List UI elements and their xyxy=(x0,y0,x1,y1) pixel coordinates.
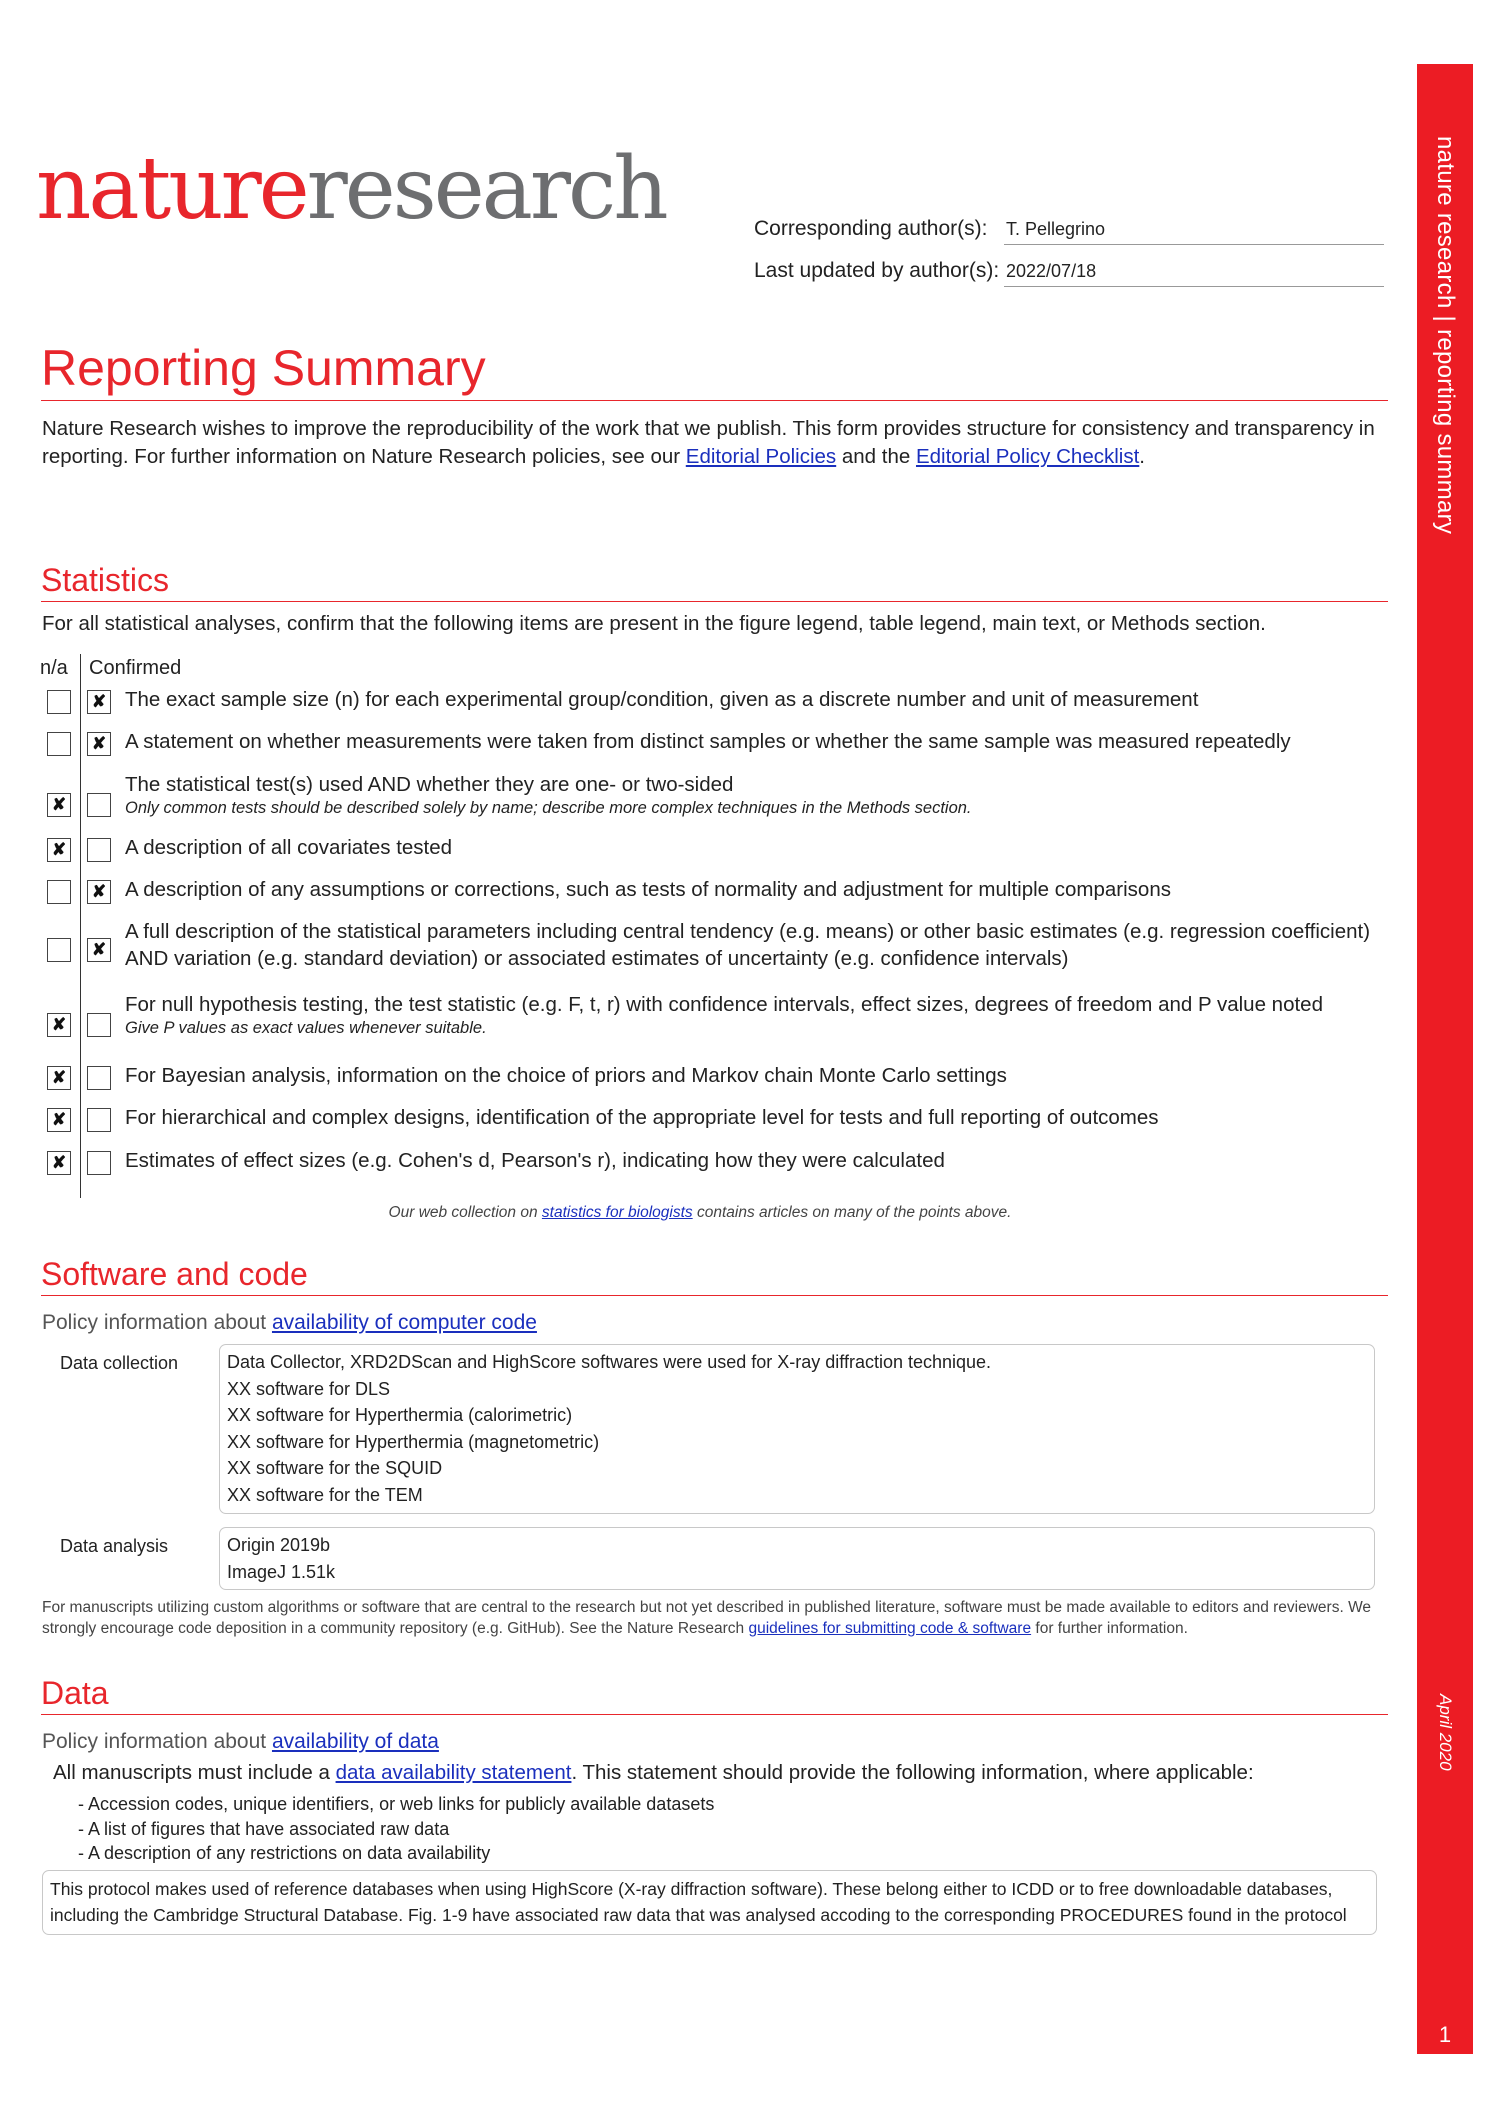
checklist-item xyxy=(125,1062,1395,1089)
confirmed-checkbox[interactable]: ✘ xyxy=(87,880,111,904)
data-statement-line xyxy=(53,1761,1254,1785)
na-checkbox[interactable]: ✘ xyxy=(47,1151,71,1175)
confirmed-checkbox[interactable]: ✘ xyxy=(87,938,111,962)
data-availability-field[interactable]: This protocol makes used of reference databases when using HighScore (X-ray diffraction software). These belong either to ICDD or to free downloadable databases, including the Cambridge Structural Database. Fig. 1-9 have associated raw data that was analysed accoding to the corresponding PROCEDURES found in the protocol xyxy=(42,1870,1377,1935)
column-divider xyxy=(80,654,81,1198)
statistics-intro: For all statistical analyses, confirm that the following items are present in the figure legend, table legend, main text, or Methods section. xyxy=(42,612,1266,635)
sidebar-title: nature research | reporting summary xyxy=(1432,136,1459,535)
page-title: Reporting Summary xyxy=(41,340,1388,401)
editorial-policies-link[interactable]: Editorial Policies xyxy=(685,445,837,468)
statement-text-post: . This statement should provide the following information, where applicable: xyxy=(571,1761,1254,1784)
last-updated-label: Last updated by author(s): xyxy=(754,259,1000,282)
analysis-line: ImageJ 1.51k xyxy=(227,1561,336,1582)
data-requirements-list xyxy=(78,1792,714,1866)
list-item: - A list of figures that have associated raw data xyxy=(78,1818,450,1839)
confirmed-checkbox[interactable]: ✘ xyxy=(87,732,111,756)
checklist-item xyxy=(125,834,1395,861)
checklist-item-text: For null hypothesis testing, the test statistic (e.g. F, t, r) with confidence intervals, effect sizes, degrees of freedom and P value noted xyxy=(125,993,1323,1016)
na-checkbox[interactable] xyxy=(47,880,71,904)
confirmed-checkbox[interactable] xyxy=(87,1108,111,1132)
software-policy-line xyxy=(42,1311,537,1335)
intro-text-2: and the xyxy=(836,445,916,468)
analysis-line: Origin 2019b xyxy=(227,1535,331,1555)
confirmed-checkbox[interactable] xyxy=(87,1013,111,1037)
corresponding-author-label: Corresponding author(s): xyxy=(754,217,988,240)
sidebar-band xyxy=(1417,64,1473,2054)
na-checkbox[interactable]: ✘ xyxy=(47,1013,71,1037)
checklist-item-text: For hierarchical and complex designs, identification of the appropriate level for tests and full reporting of outcomes xyxy=(125,1106,1159,1129)
data-collection-field[interactable] xyxy=(219,1344,1375,1514)
na-checkbox[interactable]: ✘ xyxy=(47,838,71,862)
page-number: 1 xyxy=(1438,2022,1452,2047)
checklist-item xyxy=(125,1104,1395,1131)
statistics-for-biologists-link[interactable]: statistics for biologists xyxy=(541,1204,693,1221)
confirmed-checkbox[interactable] xyxy=(87,793,111,817)
list-item: - Accession codes, unique identifiers, or web links for publicly available datasets xyxy=(78,1794,715,1814)
checklist-item-text: For Bayesian analysis, information on the choice of priors and Markov chain Monte Carlo settings xyxy=(125,1064,1007,1087)
checklist-item-note: Give P values as exact values whenever suitable. xyxy=(125,1019,487,1037)
list-item: - A description of any restrictions on data availability xyxy=(78,1843,491,1863)
confirmed-checkbox[interactable] xyxy=(87,1151,111,1175)
confirmed-checkbox[interactable] xyxy=(87,1066,111,1090)
na-checkbox[interactable]: ✘ xyxy=(47,1066,71,1090)
column-na-header: n/a xyxy=(40,657,68,679)
collection-line: Data Collector, XRD2DScan and HighScore softwares were used for X-ray diffraction technique. xyxy=(227,1352,992,1372)
software-note xyxy=(42,1597,1387,1639)
data-analysis-label: Data analysis xyxy=(60,1536,169,1556)
nature-research-logo xyxy=(36,139,666,239)
column-confirmed-header: Confirmed xyxy=(89,657,182,679)
collection-line: XX software for DLS xyxy=(227,1378,391,1399)
code-guidelines-link[interactable]: guidelines for submitting code & software xyxy=(748,1620,1032,1637)
intro-paragraph xyxy=(42,415,1387,471)
availability-of-data-link[interactable]: availability of data xyxy=(271,1730,439,1753)
logo-word-nature: nature xyxy=(36,139,307,239)
statistics-footnote xyxy=(0,1204,1400,1222)
collection-line: XX software for the TEM xyxy=(227,1484,423,1505)
checklist-item-text: A description of all covariates tested xyxy=(125,836,453,859)
na-checkbox[interactable] xyxy=(47,690,71,714)
checklist-item xyxy=(125,771,1395,818)
checklist-item-text: A full description of the statistical parameters including central tendency (e.g. means) or other basic estimates (e.g. regression coefficient) AND variation (e.g. standard deviation) or associated estimates of uncertainty (e.g. confidence intervals) xyxy=(125,920,1371,970)
checklist-item-text: The statistical test(s) used AND whether they are one- or two-sided xyxy=(125,773,734,796)
last-updated-field[interactable]: 2022/07/18 xyxy=(1004,261,1384,287)
checklist-item-text: A statement on whether measurements were taken from distinct samples or whether the same sample was measured repeatedly xyxy=(125,730,1291,753)
footnote-text-pre: Our web collection on xyxy=(388,1204,542,1221)
statement-text-pre: All manuscripts must include a xyxy=(53,1761,336,1784)
na-checkbox[interactable]: ✘ xyxy=(47,1108,71,1132)
checklist-item xyxy=(125,918,1395,972)
checklist-item xyxy=(125,1147,1395,1174)
checklist-item-text: The exact sample size (n) for each experimental group/condition, given as a discrete number and unit of measurement xyxy=(125,688,1199,711)
logo-word-research: research xyxy=(306,139,666,239)
confirmed-checkbox[interactable] xyxy=(87,838,111,862)
na-checkbox[interactable] xyxy=(47,732,71,756)
availability-of-code-link[interactable]: availability of computer code xyxy=(271,1311,537,1334)
statistics-heading: Statistics xyxy=(41,562,1388,602)
data-policy-text: Policy information about xyxy=(42,1730,272,1753)
checklist-item xyxy=(125,686,1395,713)
na-checkbox[interactable] xyxy=(47,938,71,962)
checklist-item xyxy=(125,728,1395,755)
checklist-item xyxy=(125,876,1395,903)
checklist-item-text: A description of any assumptions or corrections, such as tests of normality and adjustment for multiple comparisons xyxy=(125,878,1171,901)
collection-line: XX software for Hyperthermia (calorimetric) xyxy=(227,1405,573,1426)
software-note-text: For manuscripts utilizing custom algorithms or software that are central to the research but not yet described in published literature, software must be made available to editors and reviewers. We strongly encourage code deposition in a community repository (e.g. GitHub). See the Nature Research xyxy=(42,1599,1372,1637)
footnote-text-post: contains articles on many of the points above. xyxy=(692,1204,1012,1221)
intro-text-3: . xyxy=(1139,445,1145,468)
data-analysis-field[interactable] xyxy=(219,1527,1375,1590)
checklist-item xyxy=(125,991,1395,1038)
software-note-text-post: for further information. xyxy=(1031,1620,1188,1637)
corresponding-author-field[interactable]: T. Pellegrino xyxy=(1004,219,1384,245)
checklist-item-text: Estimates of effect sizes (e.g. Cohen's d, Pearson's r), indicating how they were calculated xyxy=(125,1149,945,1172)
software-policy-text: Policy information about xyxy=(42,1311,272,1334)
data-heading: Data xyxy=(41,1675,1388,1715)
confirmed-checkbox[interactable]: ✘ xyxy=(87,690,111,714)
data-collection-label: Data collection xyxy=(60,1353,179,1373)
data-availability-link[interactable]: data availability statement xyxy=(335,1761,572,1784)
na-checkbox[interactable]: ✘ xyxy=(47,793,71,817)
data-policy-line xyxy=(42,1730,439,1754)
intro-text-1: Nature Research wishes to improve the reproducibility of the work that we publish. This form provides structure for consistency and transparency in reporting. For further information on Nature Research policies, see our xyxy=(42,417,1375,468)
editorial-checklist-link[interactable]: Editorial Policy Checklist xyxy=(915,445,1140,468)
collection-line: XX software for the SQUID xyxy=(227,1458,443,1479)
checklist-item-note: Only common tests should be described solely by name; describe more complex techniques in the Methods section. xyxy=(125,799,972,817)
collection-line: XX software for Hyperthermia (magnetometric) xyxy=(227,1431,600,1452)
sidebar-date: April 2020 xyxy=(1436,1694,1455,1771)
software-heading: Software and code xyxy=(41,1256,1388,1296)
